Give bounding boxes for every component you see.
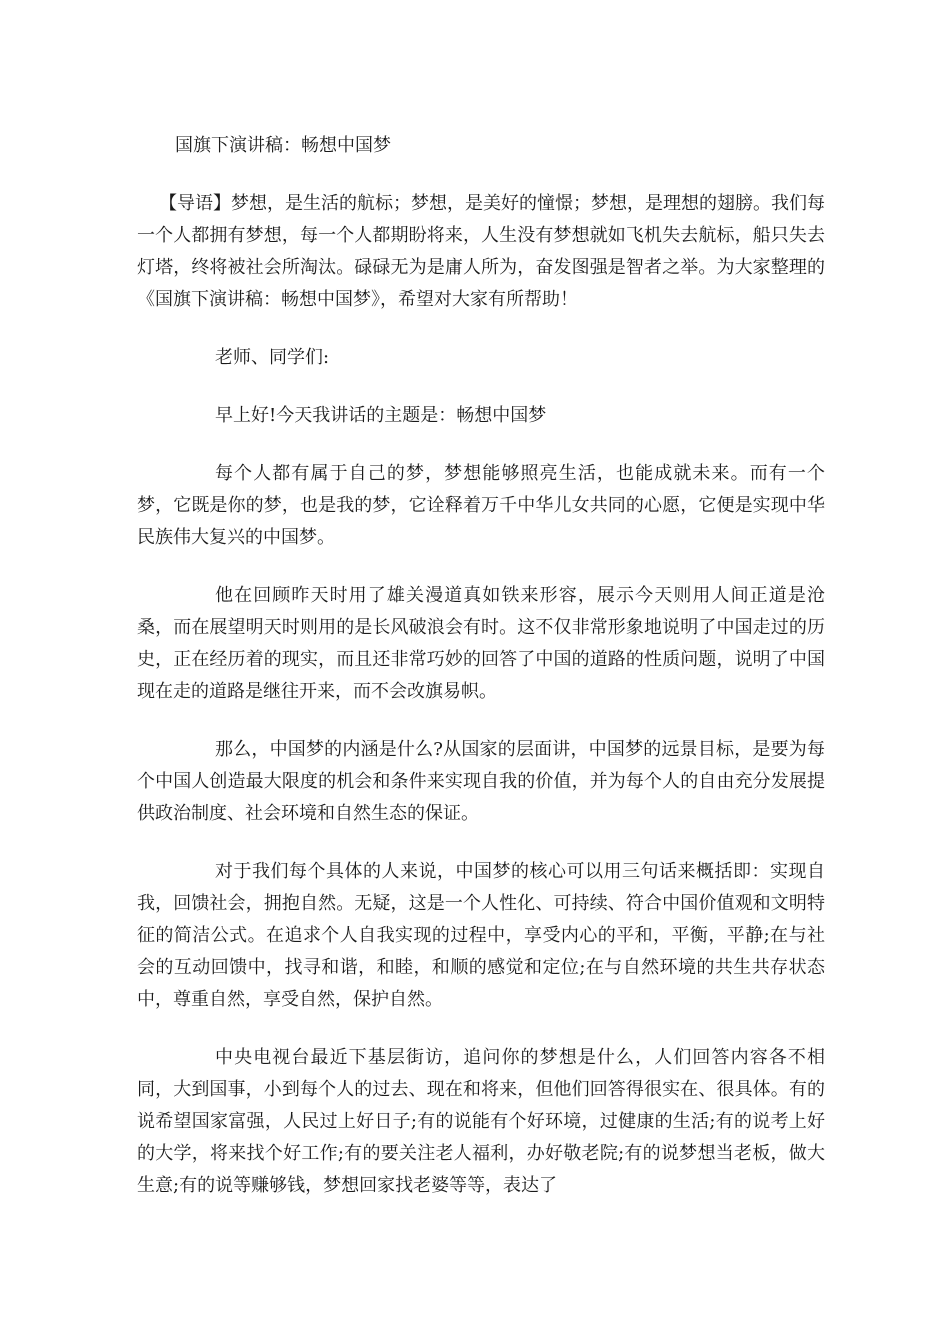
- body-paragraph: 他在回顾昨天时用了雄关漫道真如铁来形容，展示今天则用人间正道是沧桑，而在展望明天时则用的是长风破浪会有时。这不仅非常形象地说明了中国走过的历史，正在经历着的现实，而且还非常巧妙的回答了中国的道路的性质问题，说明了中国现在走的道路是继往开来，而不会改旗易帜。: [137, 585, 825, 702]
- body-paragraph: 对于我们每个具体的人来说，中国梦的核心可以用三句话来概括即：实现自我，回馈社会，拥抱自然。无疑，这是一个人性化、可持续、符合中国价值观和文明特征的简洁公式。在追求个人自我实现的过程中，享受内心的平和，平衡，平静;在与社会的互动回馈中，找寻和谐，和睦，和顺的感觉和定位;在与自然环境的共生共存状态中，尊重自然，享受自然，保护自然。: [137, 861, 825, 1010]
- body-paragraph: 那么，中国梦的内涵是什么?从国家的层面讲，中国梦的远景目标，是要为每个中国人创造最大限度的机会和条件来实现自我的价值，并为每个人的自由充分发展提供政治制度、社会环境和自然生态的保证。: [137, 739, 825, 824]
- theme-paragraph: 早上好!今天我讲话的主题是：畅想中国梦: [215, 405, 547, 426]
- document-title: 国旗下演讲稿：畅想中国梦: [175, 135, 391, 156]
- intro-paragraph: 【导语】梦想，是生活的航标；梦想，是美好的憧憬；梦想，是理想的翅膀。我们每一个人都拥有梦想，每一个人都期盼将来，人生没有梦想就如飞机失去航标，船只失去灯塔，终将被社会所淘汰。碌碌无为是庸人所为，奋发图强是智者之举。为大家整理的《国旗下演讲稿：畅想中国梦》，希望对大家有所帮助！: [137, 193, 825, 310]
- document-page: [137, 130, 825, 1228]
- body-paragraph: 中央电视台最近下基层街访，追问你的梦想是什么，人们回答内容各不相同，大到国事，小到每个人的过去、现在和将来，但他们回答得很实在、很具体。有的说希望国家富强，人民过上好日子;有的说能有个好环境，过健康的生活;有的说考上好的大学，将来找个好工作;有的要关注老人福利，办好敬老院;有的说梦想当老板，做大生意;有的说等赚够钱，梦想回家找老婆等等，表达了: [137, 1047, 825, 1196]
- greeting-paragraph: 老师、同学们:: [215, 347, 330, 368]
- body-paragraph: 每个人都有属于自己的梦，梦想能够照亮生活，也能成就未来。而有一个梦，它既是你的梦，也是我的梦，它诠释着万千中华儿女共同的心愿，它便是实现中华民族伟大复兴的中国梦。: [137, 463, 825, 548]
